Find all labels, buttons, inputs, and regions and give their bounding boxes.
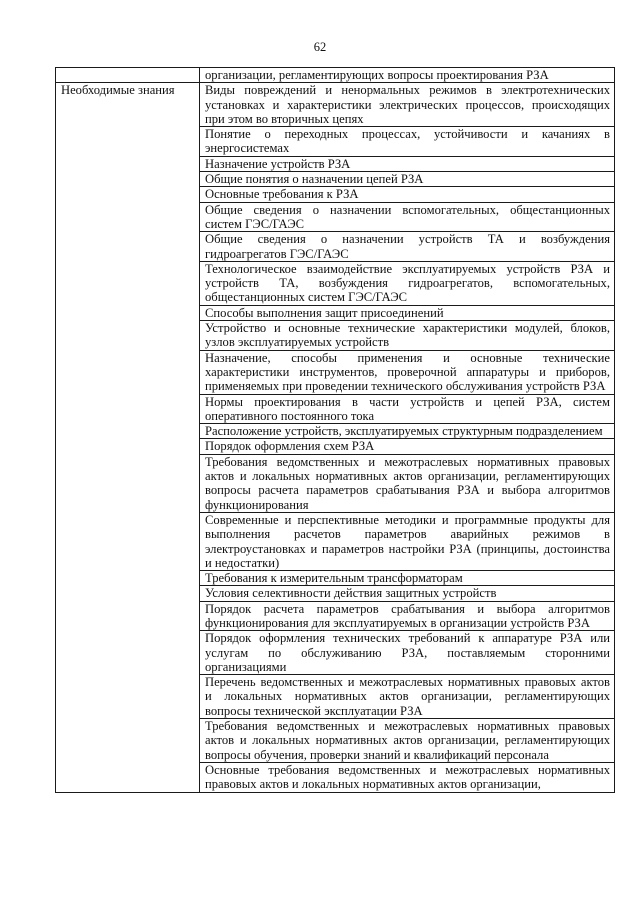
knowledge-item: Основные требования ведомственных и межотраслевых нормативных правовых актов и локальных нормативных актов организации, bbox=[200, 762, 615, 792]
knowledge-item: Устройство и основные технические характеристики модулей, блоков, узлов эксплуатируемых устройств bbox=[200, 321, 615, 351]
page-number: 62 bbox=[313, 40, 327, 54]
knowledge-item: Требования ведомственных и межотраслевых нормативных правовых актов и локальных нормативных актов организации, регламентирующих вопросы обучения, проверки знаний и квалификаций персонала bbox=[200, 719, 615, 763]
table-row-continuation bbox=[56, 68, 615, 83]
knowledge-item: Порядок оформления схем РЗА bbox=[200, 439, 615, 454]
knowledge-item: Требования к измерительным трансформаторам bbox=[200, 571, 615, 586]
knowledge-item: Требования ведомственных и межотраслевых нормативных правовых актов и локальных нормативных актов организации, регламентирующих вопросы расчета параметров срабатывания РЗА и выбора алгоритмов функционирования bbox=[200, 454, 615, 512]
knowledge-item: Порядок оформления технических требований к аппаратуре РЗА или услугам по обслуживанию РЗА, поставляемым сторонними организациями bbox=[200, 631, 615, 675]
knowledge-item: Общие понятия о назначении цепей РЗА bbox=[200, 172, 615, 187]
knowledge-item: Перечень ведомственных и межотраслевых нормативных правовых актов и локальных нормативных актов организации, регламентирующих вопросы технической эксплуатации РЗА bbox=[200, 675, 615, 719]
knowledge-item: Порядок расчета параметров срабатывания и выбора алгоритмов функционирования для эксплуатируемых в организации устройств РЗА bbox=[200, 601, 615, 631]
section-label: Необходимые знания bbox=[56, 83, 200, 792]
knowledge-item: Общие сведения о назначении вспомогательных, общестанционных систем ГЭС/ГАЭС bbox=[200, 202, 615, 232]
knowledge-item: Виды повреждений и ненормальных режимов в электротехнических установках и характеристики электрических процессов, происходящих при этом во вторичных цепях bbox=[200, 83, 615, 127]
requirements-table-body bbox=[56, 68, 615, 793]
knowledge-item: Современные и перспективные методики и программные продукты для выполнения расчетов параметров аварийных режимов в электроустановках и параметров настройки РЗА (принципы, достоинства и недостатки) bbox=[200, 512, 615, 570]
table-cell-empty bbox=[56, 68, 200, 83]
knowledge-item: Основные требования к РЗА bbox=[200, 187, 615, 202]
knowledge-item: Способы выполнения защит присоединений bbox=[200, 305, 615, 320]
knowledge-item: Технологическое взаимодействие эксплуатируемых устройств РЗА и устройств ТА, возбуждения гидроагрегатов, вспомогательных, общестанционных систем ГЭС/ГАЭС bbox=[200, 261, 615, 305]
knowledge-item: Понятие о переходных процессах, устойчивости и качаниях в энергосистемах bbox=[200, 127, 615, 157]
knowledge-item: Расположение устройств, эксплуатируемых структурным подразделением bbox=[200, 424, 615, 439]
knowledge-item: Общие сведения о назначении устройств ТА и возбуждения гидроагрегатов ГЭС/ГАЭС bbox=[200, 232, 615, 262]
knowledge-item: Назначение, способы применения и основные технические характеристики инструментов, проверочной аппаратуры и приборов, применяемых при проведении технического обслуживания устройств РЗА bbox=[200, 350, 615, 394]
table-row bbox=[56, 83, 615, 127]
table-cell-continuation: организации, регламентирующих вопросы проектирования РЗА bbox=[200, 68, 615, 83]
knowledge-item: Условия селективности действия защитных устройств bbox=[200, 586, 615, 601]
knowledge-item: Нормы проектирования в части устройств и цепей РЗА, систем оперативного постоянного тока bbox=[200, 394, 615, 424]
requirements-table bbox=[55, 67, 615, 793]
knowledge-item: Назначение устройств РЗА bbox=[200, 156, 615, 171]
